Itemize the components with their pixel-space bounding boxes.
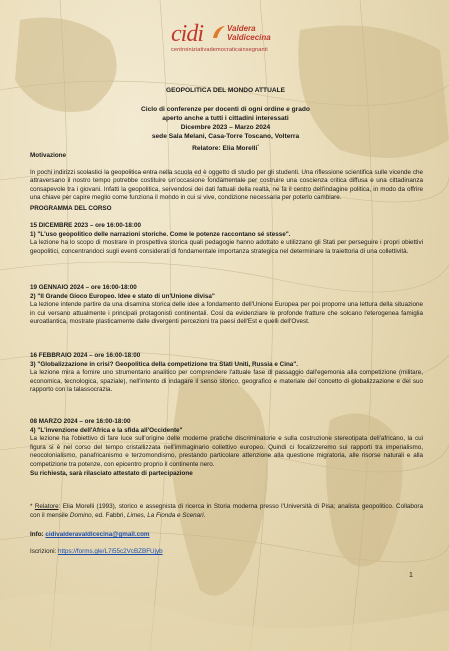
footnote-text: : Elia Morelli (1993), storico e assegnista di ricerca in Storia moderna presso l'Università di Pisa; analista geopolitico. Collabora con il mensile bbox=[30, 503, 424, 519]
program-item-1 bbox=[30, 222, 423, 256]
footnote-mark: * bbox=[30, 503, 33, 510]
program-item-3 bbox=[30, 352, 423, 395]
iscrizioni-form-link[interactable]: https://forms.gle/L7i55c2VcBZBFUjyb bbox=[58, 548, 163, 555]
cidi-logo bbox=[171, 22, 299, 56]
motivazione-text: In pochi indirizzi scolastici la geopolitica entra nella scuola ed è oggetto di studio per gli studenti. Una riflessione scientifica sulle vicende che attraversano il nostro tempo potrebbe costituire un'occasione fondamentale per costruire una coscienza critica diffusa e una cittadinanza consapevole tra i giovani. Infatti la geopolitica, servendosi dei dati fattuali della realtà, ne fa il centro dell'indagine politica, in modo da offrire una chiave per capire meglio come funziona il mondo in cui si vive, condizione necessaria per poterlo cambiare. bbox=[30, 168, 423, 202]
program-item-date: 16 FEBBRAIO 2024 – ore 16:00-18:00 bbox=[30, 352, 141, 359]
info-label: Info: bbox=[30, 531, 46, 538]
logo-line-valdera: Valdera bbox=[227, 24, 256, 33]
info-email-link[interactable]: cidivalderavaldicecina@gmail.com bbox=[45, 531, 150, 538]
program-item-title: 2) "Il Grande Gioco Europeo. Idee e stato di un'Unione divisa" bbox=[30, 292, 215, 300]
header-line-venue: sede Sala Melani, Casa-Torre Toscano, Volterra bbox=[151, 132, 300, 140]
program-item-2 bbox=[30, 284, 423, 327]
program-item-date: 19 GENNAIO 2024 – ore 16:00-18:00 bbox=[30, 284, 137, 291]
program-item-text: La lezione ha lo scopo di mostrare in prospettiva storica quali pedagogie hanno adottato e utilizzano gli Stati per perseguire i propri obiettivi geopolitici, concentrandoci sugli eventi considerati di fondamentale importanza strategica nel determinare la traiettoria di una collettività. bbox=[30, 239, 423, 255]
motivazione-heading: Motivazione bbox=[30, 152, 67, 159]
program-item-title: 1) "L'uso geopolitico delle narrazioni storiche. Come le potenze raccontano sé stesse". bbox=[30, 230, 291, 238]
footnote-end: . bbox=[203, 511, 206, 519]
program-item-title: 3) "Globalizzazione in crisi? Geopolitica della competizione tra Stati Uniti, Russia e Cina". bbox=[30, 360, 299, 368]
logo-swoosh-icon bbox=[211, 24, 227, 40]
relatore-footnote-mark: * bbox=[257, 142, 259, 148]
page-title: GEOPOLITICA DEL MONDO ATTUALE bbox=[165, 87, 286, 94]
relatore-footnote bbox=[30, 503, 423, 520]
program-item-text: La lezione ha l'obiettivo di fare luce sull'origine delle moderne pratiche discriminatorie e sulla costruzione stereotipata dell'africano, la cui figura si è nel corso del tempo cristallizzata nell'immaginario collettivo europeo. Quindi ci focalizzeremo sui rapporti tra imperialismo, neocolonialismo, panafricanismo e terzomondismo, prestando particolare attenzione alla questione migratoria, alle risorse naturali e alla competizione tra potenze, con epicentro proprio il continente nero. bbox=[30, 435, 423, 468]
footnote-mid: , ed. Fabbri, bbox=[91, 511, 127, 519]
program-item-text: La lezione intende partire da una disamina storica delle idee a fondamento dell'Unione Europea per poi proporre una lettura della situazione in cui versano attualmente i principali protagonisti continentali. Così da evidenziare le profonde fratture che solcano l'eterogenea famiglia euroatlantica, mostrate plasticamente dalle divergenti percezioni tra paesi dell'Est e quelli dell'Ovest. bbox=[30, 301, 423, 326]
header-line-1: Ciclo di conferenze per docenti di ogni ordine e grado bbox=[141, 105, 310, 113]
document-header bbox=[30, 87, 421, 154]
program-item-date: 08 MARZO 2024 – ore 16:00-18:00 bbox=[30, 418, 131, 425]
header-line-dates: Dicembre 2023 – Marzo 2024 bbox=[180, 123, 271, 131]
relatore-text: Relatore: Elia Morelli bbox=[192, 144, 258, 152]
footnote-magazine-domino: Domino bbox=[69, 511, 92, 519]
logo-line-valdicecina: Valdicecina bbox=[227, 33, 271, 42]
programma-heading-block bbox=[30, 205, 423, 214]
footnote-label: Relatore bbox=[34, 503, 59, 510]
iscrizioni-line bbox=[30, 548, 423, 557]
footnote-magazines: Limes, La Fionda e Scenari bbox=[126, 511, 204, 519]
programma-heading: PROGRAMMA DEL CORSO bbox=[30, 205, 112, 212]
logo-place-names bbox=[227, 24, 271, 42]
program-item-4 bbox=[30, 418, 423, 478]
page-number: 1 bbox=[409, 572, 413, 579]
program-item-date: 15 DICEMBRE 2023 – ore 16:00-18:00 bbox=[30, 222, 141, 229]
program-item-text: La lezione mira a fornire uno strumentario analitico per comprendere l'attuale fase di passaggio dall'egemonia alla competizione (militare, economica, tecnologica, spaziale), nell'intento di indagare il senso storico, geografico e materiale del concetto di globalizzazione e del suo rapporto con la talassocrazia. bbox=[30, 369, 423, 394]
attestato-note: Su richiesta, sarà rilasciato attestato di partecipazione bbox=[30, 469, 193, 477]
header-line-2: aperto anche a tutti i cittadini interessati bbox=[162, 114, 289, 122]
info-line bbox=[30, 531, 423, 540]
logo-mark: cidi bbox=[171, 21, 203, 47]
logo-subtitle: centroiniziativademocraticainsegnanti bbox=[171, 47, 268, 53]
motivazione-section bbox=[30, 152, 423, 203]
iscrizioni-label: Iscrizioni: bbox=[30, 548, 58, 555]
program-item-title: 4) "L'invenzione dell'Africa e la sfida all'Occidente" bbox=[30, 426, 183, 434]
